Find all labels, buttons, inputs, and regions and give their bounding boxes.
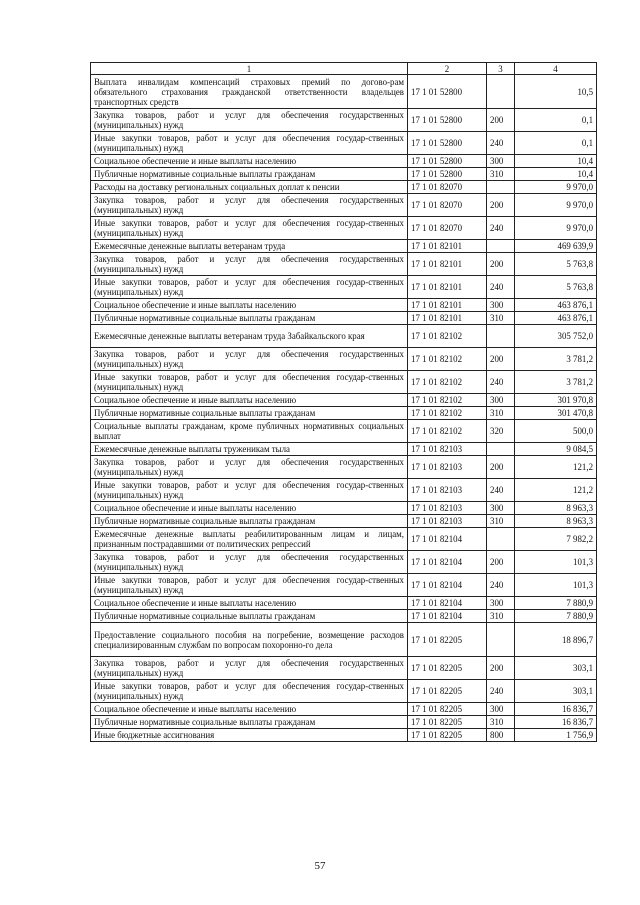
cell-code: 17 1 01 82070 bbox=[408, 217, 487, 240]
cell-code: 17 1 01 82205 bbox=[408, 657, 487, 680]
table-row bbox=[91, 407, 597, 420]
cell-type: 200 bbox=[487, 456, 515, 479]
cell-code: 17 1 01 52800 bbox=[408, 168, 487, 181]
cell-name: Закупка товаров, работ и услуг для обеспечения государственных (муниципальных) нужд bbox=[91, 456, 408, 479]
table-row bbox=[91, 276, 597, 299]
cell-name: Социальное обеспечение и иные выплаты населению bbox=[91, 394, 408, 407]
cell-code: 17 1 01 82102 bbox=[408, 371, 487, 394]
cell-type: 320 bbox=[487, 420, 515, 443]
cell-code: 17 1 01 82102 bbox=[408, 407, 487, 420]
cell-code: 17 1 01 82103 bbox=[408, 502, 487, 515]
cell-code: 17 1 01 52800 bbox=[408, 132, 487, 155]
cell-name: Иные бюджетные ассигнования bbox=[91, 729, 408, 742]
cell-code: 17 1 01 82103 bbox=[408, 479, 487, 502]
cell-amount: 8 963,3 bbox=[515, 515, 597, 528]
cell-code: 17 1 01 82205 bbox=[408, 623, 487, 657]
cell-type bbox=[487, 240, 515, 253]
cell-name: Социальное обеспечение и иные выплаты населению bbox=[91, 597, 408, 610]
cell-code: 17 1 01 82103 bbox=[408, 456, 487, 479]
page-number: 57 bbox=[314, 860, 326, 872]
cell-amount: 121,2 bbox=[515, 456, 597, 479]
cell-code: 17 1 01 82104 bbox=[408, 528, 487, 551]
cell-code: 17 1 01 82205 bbox=[408, 729, 487, 742]
cell-type: 310 bbox=[487, 716, 515, 729]
cell-amount: 9 970,0 bbox=[515, 217, 597, 240]
cell-amount: 7 880,9 bbox=[515, 610, 597, 623]
cell-type: 240 bbox=[487, 680, 515, 703]
cell-code: 17 1 01 82070 bbox=[408, 194, 487, 217]
table-row bbox=[91, 597, 597, 610]
cell-amount: 469 639,9 bbox=[515, 240, 597, 253]
cell-amount: 9 970,0 bbox=[515, 194, 597, 217]
cell-amount: 18 896,7 bbox=[515, 623, 597, 657]
cell-code: 17 1 01 82104 bbox=[408, 551, 487, 574]
cell-type: 310 bbox=[487, 312, 515, 325]
cell-type: 240 bbox=[487, 276, 515, 299]
table-row bbox=[91, 703, 597, 716]
cell-amount: 0,1 bbox=[515, 132, 597, 155]
cell-amount: 16 836,7 bbox=[515, 703, 597, 716]
cell-name: Социальное обеспечение и иные выплаты населению bbox=[91, 299, 408, 312]
cell-name: Социальное обеспечение и иные выплаты населению bbox=[91, 155, 408, 168]
cell-name: Закупка товаров, работ и услуг для обеспечения государственных (муниципальных) нужд bbox=[91, 348, 408, 371]
cell-code: 17 1 01 82101 bbox=[408, 299, 487, 312]
cell-amount: 101,3 bbox=[515, 574, 597, 597]
cell-amount: 7 880,9 bbox=[515, 597, 597, 610]
cell-name: Закупка товаров, работ и услуг для обеспечения государственных (муниципальных) нужд bbox=[91, 551, 408, 574]
column-header-amount: 4 bbox=[515, 63, 597, 75]
cell-type bbox=[487, 443, 515, 456]
cell-name: Иные закупки товаров, работ и услуг для обеспечения государ-ственных (муниципальных) нужд bbox=[91, 276, 408, 299]
cell-name: Иные закупки товаров, работ и услуг для обеспечения государ-ственных (муниципальных) нужд bbox=[91, 217, 408, 240]
cell-type: 300 bbox=[487, 394, 515, 407]
cell-name: Публичные нормативные социальные выплаты гражданам bbox=[91, 168, 408, 181]
column-header-code: 2 bbox=[408, 63, 487, 75]
cell-code: 17 1 01 82101 bbox=[408, 240, 487, 253]
table-row bbox=[91, 479, 597, 502]
table-row bbox=[91, 325, 597, 348]
cell-name: Закупка товаров, работ и услуг для обеспечения государственных (муниципальных) нужд bbox=[91, 657, 408, 680]
cell-code: 17 1 01 82104 bbox=[408, 610, 487, 623]
cell-amount: 3 781,2 bbox=[515, 371, 597, 394]
cell-amount: 303,1 bbox=[515, 680, 597, 703]
cell-amount: 5 763,8 bbox=[515, 276, 597, 299]
cell-amount: 0,1 bbox=[515, 109, 597, 132]
cell-name: Ежемесячные денежные выплаты труженикам тыла bbox=[91, 443, 408, 456]
cell-amount: 8 963,3 bbox=[515, 502, 597, 515]
cell-code: 17 1 01 82205 bbox=[408, 703, 487, 716]
cell-type: 240 bbox=[487, 132, 515, 155]
table-row bbox=[91, 623, 597, 657]
cell-name: Иные закупки товаров, работ и услуг для обеспечения государ-ственных (муниципальных) нужд bbox=[91, 574, 408, 597]
table-row bbox=[91, 515, 597, 528]
cell-type bbox=[487, 623, 515, 657]
cell-code: 17 1 01 82205 bbox=[408, 680, 487, 703]
header-row bbox=[91, 63, 597, 75]
table-row bbox=[91, 181, 597, 194]
table-row bbox=[91, 657, 597, 680]
column-header-type: 3 bbox=[487, 63, 515, 75]
cell-name: Публичные нормативные социальные выплаты гражданам bbox=[91, 312, 408, 325]
cell-amount: 101,3 bbox=[515, 551, 597, 574]
cell-code: 17 1 01 82102 bbox=[408, 348, 487, 371]
cell-name: Иные закупки товаров, работ и услуг для обеспечения государ-ственных (муниципальных) нужд bbox=[91, 132, 408, 155]
cell-code: 17 1 01 52800 bbox=[408, 109, 487, 132]
cell-amount: 500,0 bbox=[515, 420, 597, 443]
cell-type: 300 bbox=[487, 155, 515, 168]
cell-type bbox=[487, 75, 515, 109]
cell-type: 300 bbox=[487, 299, 515, 312]
cell-name: Иные закупки товаров, работ и услуг для обеспечения государ-ственных (муниципальных) нужд bbox=[91, 371, 408, 394]
cell-type: 310 bbox=[487, 515, 515, 528]
cell-type: 310 bbox=[487, 610, 515, 623]
cell-code: 17 1 01 82101 bbox=[408, 312, 487, 325]
cell-amount: 10,4 bbox=[515, 168, 597, 181]
table-row bbox=[91, 716, 597, 729]
cell-amount: 9 970,0 bbox=[515, 181, 597, 194]
cell-type: 310 bbox=[487, 407, 515, 420]
cell-code: 17 1 01 82101 bbox=[408, 253, 487, 276]
cell-name: Ежемесячные денежные выплаты реабилитированным лицам и лицам, признанным пострадавшими от политических репрессий bbox=[91, 528, 408, 551]
cell-amount: 303,1 bbox=[515, 657, 597, 680]
cell-type: 300 bbox=[487, 597, 515, 610]
cell-amount: 3 781,2 bbox=[515, 348, 597, 371]
table-row bbox=[91, 312, 597, 325]
table-row bbox=[91, 420, 597, 443]
cell-name: Публичные нормативные социальные выплаты гражданам bbox=[91, 716, 408, 729]
cell-amount: 16 836,7 bbox=[515, 716, 597, 729]
cell-name: Ежемесячные денежные выплаты ветеранам труда Забайкальского края bbox=[91, 325, 408, 348]
cell-amount: 7 982,2 bbox=[515, 528, 597, 551]
table-row bbox=[91, 253, 597, 276]
cell-name: Публичные нормативные социальные выплаты гражданам bbox=[91, 610, 408, 623]
table-row bbox=[91, 75, 597, 109]
cell-code: 17 1 01 52800 bbox=[408, 155, 487, 168]
cell-code: 17 1 01 82101 bbox=[408, 276, 487, 299]
cell-name: Закупка товаров, работ и услуг для обеспечения государственных (муниципальных) нужд bbox=[91, 109, 408, 132]
cell-amount: 463 876,1 bbox=[515, 299, 597, 312]
cell-type: 200 bbox=[487, 109, 515, 132]
table-row bbox=[91, 551, 597, 574]
table-row bbox=[91, 394, 597, 407]
cell-type: 200 bbox=[487, 253, 515, 276]
cell-amount: 10,4 bbox=[515, 155, 597, 168]
cell-code: 17 1 01 82104 bbox=[408, 597, 487, 610]
table-row bbox=[91, 729, 597, 742]
cell-name: Выплата инвалидам компенсаций страховых премий по догово-рам обязательного страхования гражданской ответственности владельцев транспортных средств bbox=[91, 75, 408, 109]
cell-type: 240 bbox=[487, 371, 515, 394]
cell-amount: 9 084,5 bbox=[515, 443, 597, 456]
cell-type: 300 bbox=[487, 703, 515, 716]
cell-amount: 305 752,0 bbox=[515, 325, 597, 348]
cell-name: Социальное обеспечение и иные выплаты населению bbox=[91, 502, 408, 515]
cell-type: 200 bbox=[487, 657, 515, 680]
cell-name: Публичные нормативные социальные выплаты гражданам bbox=[91, 407, 408, 420]
table-row bbox=[91, 299, 597, 312]
table-row bbox=[91, 680, 597, 703]
cell-amount: 463 876,1 bbox=[515, 312, 597, 325]
cell-name: Социальное обеспечение и иные выплаты населению bbox=[91, 703, 408, 716]
cell-type: 300 bbox=[487, 502, 515, 515]
cell-code: 17 1 01 82103 bbox=[408, 443, 487, 456]
table-row bbox=[91, 456, 597, 479]
table-row bbox=[91, 155, 597, 168]
cell-code: 17 1 01 82104 bbox=[408, 574, 487, 597]
cell-name: Ежемесячные денежные выплаты ветеранам труда bbox=[91, 240, 408, 253]
table-row bbox=[91, 217, 597, 240]
cell-type: 200 bbox=[487, 348, 515, 371]
cell-name: Иные закупки товаров, работ и услуг для обеспечения государ-ственных (муниципальных) нужд bbox=[91, 680, 408, 703]
cell-type bbox=[487, 528, 515, 551]
table-row bbox=[91, 502, 597, 515]
cell-code: 17 1 01 82102 bbox=[408, 420, 487, 443]
table-row bbox=[91, 443, 597, 456]
cell-name: Публичные нормативные социальные выплаты гражданам bbox=[91, 515, 408, 528]
cell-name: Предоставление социального пособия на погребение, возмещение расходов специализированным службам по вопросам похоронно-го дела bbox=[91, 623, 408, 657]
cell-type bbox=[487, 181, 515, 194]
table-body bbox=[91, 75, 597, 742]
table-row bbox=[91, 132, 597, 155]
cell-type: 200 bbox=[487, 551, 515, 574]
table-row bbox=[91, 610, 597, 623]
cell-code: 17 1 01 82102 bbox=[408, 325, 487, 348]
table-row bbox=[91, 574, 597, 597]
cell-code: 17 1 01 82205 bbox=[408, 716, 487, 729]
cell-amount: 301 470,8 bbox=[515, 407, 597, 420]
table-row bbox=[91, 109, 597, 132]
cell-type: 240 bbox=[487, 479, 515, 502]
cell-name: Закупка товаров, работ и услуг для обеспечения государственных (муниципальных) нужд bbox=[91, 194, 408, 217]
cell-code: 17 1 01 82103 bbox=[408, 515, 487, 528]
cell-name: Иные закупки товаров, работ и услуг для обеспечения государ-ственных (муниципальных) нужд bbox=[91, 479, 408, 502]
cell-amount: 10,5 bbox=[515, 75, 597, 109]
table-row bbox=[91, 168, 597, 181]
table-row bbox=[91, 528, 597, 551]
cell-name: Расходы на доставку региональных социальных доплат к пенсии bbox=[91, 181, 408, 194]
table-row bbox=[91, 240, 597, 253]
cell-amount: 5 763,8 bbox=[515, 253, 597, 276]
column-header-name: 1 bbox=[91, 63, 408, 75]
cell-code: 17 1 01 82102 bbox=[408, 394, 487, 407]
cell-code: 17 1 01 52800 bbox=[408, 75, 487, 109]
cell-name: Социальные выплаты гражданам, кроме публичных нормативных социальных выплат bbox=[91, 420, 408, 443]
table-header bbox=[91, 63, 597, 75]
cell-amount: 1 756,9 bbox=[515, 729, 597, 742]
table-row bbox=[91, 348, 597, 371]
cell-type: 310 bbox=[487, 168, 515, 181]
table-row bbox=[91, 371, 597, 394]
cell-type: 200 bbox=[487, 194, 515, 217]
cell-type: 240 bbox=[487, 217, 515, 240]
cell-type: 240 bbox=[487, 574, 515, 597]
table-row bbox=[91, 194, 597, 217]
cell-type: 800 bbox=[487, 729, 515, 742]
cell-type bbox=[487, 325, 515, 348]
cell-name: Закупка товаров, работ и услуг для обеспечения государственных (муниципальных) нужд bbox=[91, 253, 408, 276]
cell-amount: 121,2 bbox=[515, 479, 597, 502]
budget-table bbox=[90, 62, 597, 742]
cell-code: 17 1 01 82070 bbox=[408, 181, 487, 194]
cell-amount: 301 970,8 bbox=[515, 394, 597, 407]
